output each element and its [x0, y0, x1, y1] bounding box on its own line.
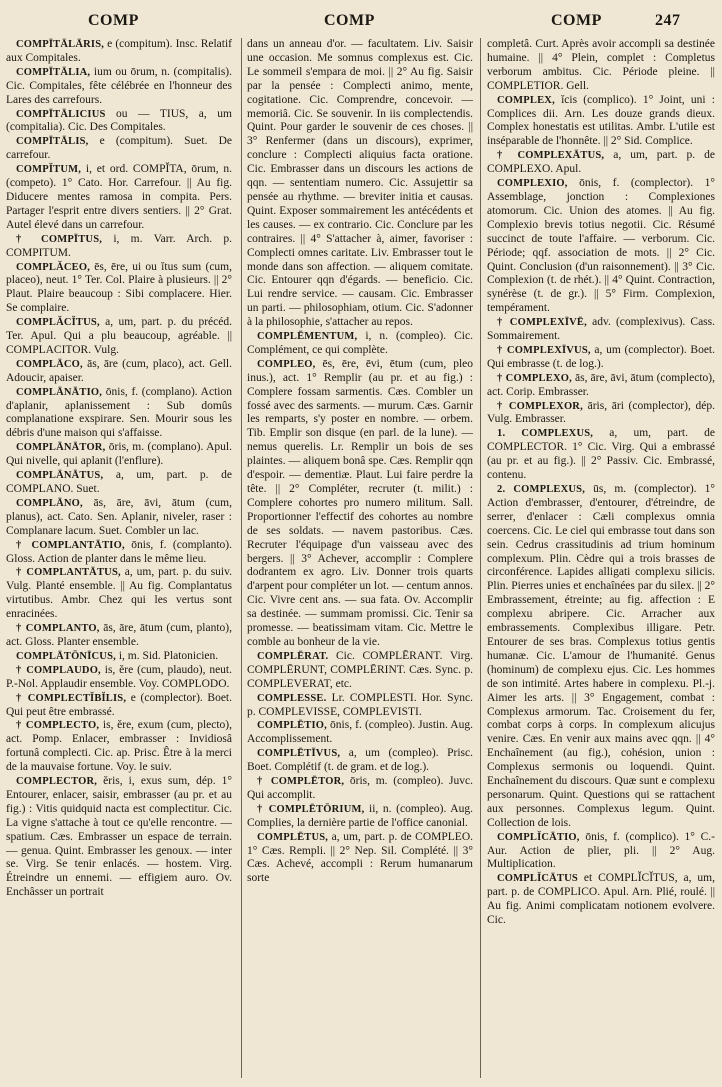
entry-headword: 2. COMPLEXUS, — [497, 484, 586, 495]
entry-headword: † COMPĪTUS, — [16, 233, 103, 245]
entry-definition: i, m. Varr. Arch. p. COMPITUM. — [6, 232, 232, 259]
entry-headword: † COMPLECTĬBĬLIS, — [16, 692, 127, 704]
entry-definition: a, um, part. p. de COMPLEO. 1° Cæs. Rempli. || 2° Nep. Sil. Complété. || 3° Cæs. Achevé, accompli : Rerum humanarum sorte — [247, 830, 473, 885]
dictionary-entry — [247, 38, 473, 330]
entry-definition: ōnis, f. (complanto). Gloss. Action de planter dans le même lieu. — [6, 538, 232, 565]
entry-headword: † COMPLEXĀTUS, — [497, 150, 605, 162]
dictionary-entry — [487, 177, 715, 316]
dictionary-entry — [6, 664, 232, 692]
entry-headword: COMPLĒRAT. — [257, 650, 329, 662]
dictionary-entry — [6, 38, 232, 66]
entry-headword: COMPLECTOR, — [16, 776, 98, 788]
dictionary-entry — [6, 539, 232, 567]
entry-headword: † COMPLANTO, — [16, 623, 100, 635]
dictionary-entry — [487, 427, 715, 483]
entry-definition: ūs, m. (complector). 1° Action d'embrasser, d'entourer, d'étreindre, de serrer, d'enlacer : Cæli complexus omnia coercens. Cic. Le ciel qui embrasse tout dans son sein. Cedrus crassitudinis ad trium hominum complexum. Plin. Cèdre qui a trois brasses de circonférence. Lapides alligati complexu silicis. Plin. Pierres unies et enchaînées par du silex. || 2° Embrassement, étreinte; au fig. affection : E complexu abripere. Cic. Arracher aux embrassements. Complexibus illigare. Petr. Entourer de ses bras. Complexus totius gentis humanæ. Cic. L'amour de l'humanité. Genus (hominum) de complexu ejus. Cic. Les hommes de son intimité. Artes habere in complexu. Pl.-j. Aimer les arts. || 3° Engagement, combat : Complexus armorum. Tac. Croisement du fer, combat corps à corps. In complexum alicujus venire. Cæs. En venir aux mains avec qqn. || 4° Enchaînement (au fig.), cohésion, union : Complexus sermonis ou loquendi. Quint. Enchaînement du discours. Quæ sunt e complexu personarum. Quint. Questions qui se rattachent aux personnes. Complexus legum. Quint. Collection de lois. — [487, 483, 715, 829]
header-left-guide-word: COMP — [88, 12, 139, 29]
entry-definition: a, um, part. de COMPLECTOR. 1° Cic. Virg. Qui a embrassé (au pr. et au fig.). || 2° Passiv. Cic. Embrassé, contenu. — [487, 427, 715, 482]
dictionary-entry — [487, 38, 715, 94]
dictionary-entry — [6, 261, 232, 317]
entry-headword: COMPĪTĀLICIUS — [16, 108, 106, 120]
entry-definition: a, um, part. p. du suiv. Vulg. Planté ensemble. || Au fig. Complantatus virtutibus. Ambr. Chez qui les vertus sont enracinées. — [6, 566, 232, 621]
entry-headword: COMPLĀCO, — [16, 358, 83, 370]
entry-definition: Cic. COMPLĒRANT. Virg. COMPLĒRUNT, COMPLĒRINT. Cæs. Sync. p. COMPLEVERAT, etc. — [247, 649, 473, 690]
dictionary-entry — [247, 831, 473, 887]
entry-headword: COMPLĀNO, — [16, 497, 83, 509]
entry-definition: a, um (compleo). Prisc. Boet. Complétif (t. de gram. et de log.). — [247, 747, 473, 774]
dictionary-entry — [487, 483, 715, 831]
dictionary-entry — [247, 692, 473, 720]
entry-definition: i, n. (compleo). Cic. Complément, ce qui complète. — [247, 330, 473, 356]
dictionary-entry — [6, 358, 232, 386]
dictionary-entry — [6, 566, 232, 622]
column-2 — [247, 38, 473, 1084]
entry-headword: COMPLEXIO, — [497, 178, 568, 190]
entry-headword: † COMPLECTO, — [16, 720, 100, 732]
dictionary-entry — [6, 650, 232, 664]
dictionary-entry — [247, 330, 473, 358]
entry-headword: COMPLESSE. — [257, 692, 327, 704]
entry-headword: † COMPLANTĀTIO, — [16, 539, 125, 551]
dictionary-entry — [487, 316, 715, 344]
dictionary-entry — [6, 386, 232, 442]
dictionary-entry — [487, 149, 715, 177]
entry-definition: ēs, ēre, ui ou ĭtus sum (cum, placeo), neut. 1° Ter. Col. Plaire à plusieurs. || 2° Plaut. Plaire beaucoup : Sibi complacere. Hier. Se complaire. — [6, 260, 232, 315]
entry-headword: COMPLEO, — [257, 358, 316, 370]
dictionary-entry — [247, 775, 473, 803]
entry-headword: COMPLĀTŌNĪCUS, — [16, 650, 116, 662]
entry-definition: adv. (complexivus). Cass. Sommairement. — [487, 316, 715, 343]
entry-definition: ōnis, f. (compleo). Justin. Aug. Accomplissement. — [247, 719, 473, 746]
column-divider — [480, 38, 481, 1078]
column-divider — [241, 38, 242, 1078]
entry-definition: ōnis, f. (complano). Action d'aplanir, aplanissement : Sub domûs complanatione exspirare. Sen. Mourir sous les débris d'une maison qui s'affaisse. — [6, 385, 232, 440]
header-right-guide-word: COMP — [551, 12, 602, 29]
dictionary-entry — [247, 747, 473, 775]
entry-headword: † COMPLEXOR, — [497, 400, 583, 412]
entry-definition: e (compitum). Insc. Relatif aux Compitales. — [6, 38, 232, 64]
dictionary-entry — [6, 233, 232, 261]
entry-definition: i, m. Sid. Platonicien. — [115, 649, 219, 662]
entry-headword: † COMPLĒTOR, — [257, 776, 345, 788]
dictionary-entry — [6, 469, 232, 497]
entry-headword: COMPLĀNĀTIO, — [16, 386, 103, 398]
entry-headword: COMPLĬCĀTIO, — [497, 831, 580, 843]
entry-definition: Lr. COMPLESTI. Hor. Sync. p. COMPLEVISSE, COMPLEVISTI. — [247, 691, 473, 718]
dictionary-entry — [6, 497, 232, 539]
entry-definition: ōris, m. (complano). Apul. Qui nivelle, qui aplanit (l'enflure). — [6, 441, 232, 468]
dictionary-entry — [247, 650, 473, 692]
entry-headword: 1. COMPLEXUS, — [497, 428, 594, 440]
dictionary-entry — [247, 358, 473, 650]
entry-headword: COMPĪTĀLĀRIS, — [16, 39, 105, 50]
entry-definition: et COMPLĬCĬTUS, a, um, part. p. de COMPLICO. Apul. Arn. Plié, roulé. || Au fig. Animi complicatam notionem evolvere. Cic. — [487, 872, 715, 927]
column-1 — [6, 38, 232, 1084]
entry-headword: COMPLĂCĬTUS, — [16, 317, 100, 329]
text-columns — [6, 38, 718, 1084]
entry-headword: COMPLEX, — [497, 94, 555, 106]
entry-definition: ōnis, f. (complector). 1° Assemblage, jonction : Complexiones atomorum. Cic. Union des atomes. || Au fig. Complexio brevis totius negotii. Cic. Résumé succinct de toute l'affaire. — verborum. Cic. Période; qqf. association de mots. || 2° Cic. Quint. Conclusion (d'un raisonnement). || 3° Cic. Complexion (t. de rhét.). || 4° Quint. Contraction, synérèse (t. de gr.). || 5° Firm. Complexion, tempérament. — [487, 177, 715, 315]
entry-headword: COMPLĒTIO, — [257, 720, 327, 732]
entry-definition: a, um (complector). Boet. Qui embrasse (t. de log.). — [487, 343, 715, 370]
entry-headword: COMPLĒTUS, — [257, 831, 329, 843]
entry-headword: COMPĪTĀLIS, — [16, 136, 89, 148]
entry-definition: ōris, m. (compleo). Juvc. Qui accomplit. — [247, 775, 473, 801]
entry-definition: completâ. Curt. Après avoir accompli sa destinée humaine. || 4° Plein, complet : Completus verborum ambitus. Cic. Période pleine. || COMPLETIOR. Gell. — [487, 38, 715, 92]
dictionary-entry — [6, 622, 232, 650]
header-middle-guide-word: COMP — [324, 12, 375, 29]
entry-definition: a, um, part. p. du précéd. Ter. Apul. Qui a plu beaucoup, agréable. || COMPLACITOR. Vulg. — [6, 316, 232, 356]
entry-definition: ōnis, f. (complico). 1° C.-Aur. Action de plier, pli. || 2° Aug. Multiplication. — [487, 830, 715, 871]
dictionary-entry — [487, 372, 715, 400]
entry-headword: COMPLĒTĪVUS, — [257, 748, 341, 760]
entry-definition: is, ĕre, exum (cum, plecto), act. Pomp. Enlacer, embrasser : Invidiosâ fortunâ complecti. Cic. ap. Prisc. Être à la merci de la mauvaise fortune. Voy. le suiv. — [6, 719, 232, 774]
entry-headword: † COMPLANTĀTUS, — [16, 567, 121, 579]
entry-definition: dans un anneau d'or. — facultatem. Liv. Saisir une occasion. Me somnus complexus est. Cic. Le sommeil s'empara de moi. || 2° Au fig. Saisir par la pensée : Complecti animo, mente, cogitatione. Cic. Comprendre, concevoir. — memoriâ. Cic. Se souvenir. In iis complectendis. Quint. Pour garder le souvenir de ces choses. || 3° Renfermer (dans un discours), exprimer, conclure : Complecti aliquius facta oratione. Cic. Embrasser dans un discours les actions de qqn. — sententiam numero. Cic. Assujettir sa pensée au rhythme. — breviter initia et causas. Quint. Exposer sommairement les antécédents et les causes. — ex contrario. Cic. Conclure par les contraires. || 4° S'attacher à, aimer, favoriser : Complecti omnes caritate. Liv. Embrasser tout le monde dans son affection. — aliquem comitate. Cic. Entourer qqn d'égards. — beneficio. Cic. Lui rendre service. — causam. Cic. Embrasser un parti. — philosophiam, otium. Cic. S'adonner à la philosophie, s'attacher au repos. — [247, 38, 473, 329]
running-header — [0, 12, 722, 38]
dictionary-entry — [487, 400, 715, 428]
entry-definition: is, ĕre (cum, plaudo), neut. P.-Nol. Applaudir ensemble. Voy. COMPLODO. — [6, 663, 232, 690]
entry-definition: ās, āre, āvi, ātum (cum, planus), act. Cato. Sen. Aplanir, niveler, raser : Complanare lacum. Suet. Combler un lac. — [6, 496, 232, 537]
dictionary-entry — [247, 719, 473, 747]
entry-headword: COMPLĒMENTUM, — [257, 331, 358, 343]
dictionary-entry — [487, 94, 715, 150]
entry-definition: ĕris, i, exus sum, dép. 1° Entourer, enlacer, saisir, embrasser (au pr. et au fig.) : Vitis quidquid nacta est complectitur. Cic. La vigne s'attache à tout ce qu'elle rencontre. — spatium. Cæs. Embrasser un espace de terrain. — genua. Quint. Embrasser les genoux. — inter se. Virg. Se tenir enlacés. — hostem. Virg. Étreindre un ennemi. — effigiem auro. Ov. Enchâsser un portrait — [6, 775, 232, 899]
dictionary-entry — [6, 135, 232, 163]
entry-definition: ii, n. (compleo). Aug. Complies, la dernière partie de l'office canonial. — [247, 802, 473, 829]
dictionary-entry — [6, 108, 232, 136]
dictionary-entry — [6, 719, 232, 775]
entry-headword: COMPLĀNĀTUS, — [16, 470, 104, 482]
entry-headword: COMPLĀNĀTOR, — [16, 442, 106, 454]
entry-definition: e (compitum). Suet. De carrefour. — [6, 135, 232, 162]
entry-headword: COMPLĬCĀTUS — [497, 873, 578, 885]
entry-headword: † COMPLAUDO, — [16, 664, 101, 676]
dictionary-entry — [487, 344, 715, 372]
entry-definition: ās, āre, āvi, ātum (complecto), act. Corip. Embrasser. — [487, 371, 715, 398]
dictionary-entry — [6, 316, 232, 358]
entry-definition: ēs, ēre, ēvi, ētum (cum, pleo inus.), act. 1° Remplir (au pr. et au fig.) : Complere fossam sarmentis. Cæs. Combler un fossé avec des sarments. — murum. Cæs. Garnir les remparts, s'y poster en nombre. — orbem. Tib. Emplir son disque (en parl. de la lune). — nemus querelis. Lr. Remplir un bois de ses plaintes. — aliquem bonâ spe. Cæs. Remplir qqn d'espoir. — dementiæ. Plaut. Lui faire perdre la tête. || 2° Compléter, recruter (t. milit.) : Complere cohortes pro numero militum. Sall. Proportionner l'effectif des cohortes au nombre de ses soldats. — navem pastoribus. Cæs. Recruter l'équipage d'un vaisseau avec des bergers. || 3° Achever, accomplir : Complere dodrantem ex agro. Liv. Donner trois quarts d'arpent pour compléter un lot. — centum annos. Cic. Vivre cent ans. — sua fata. Ov. Accomplir sa destinée. — summam promissi. Cic. Tenir sa promesse. — beatissimam vitam. Cic. Mettre le comble au bonheur de la vie. — [247, 357, 473, 648]
dictionary-entry — [6, 163, 232, 233]
column-3 — [487, 38, 715, 1084]
entry-definition: i, et ord. COMPĬTA, ōrum, n. (competo). 1° Cato. Hor. Carrefour. || Au fig. Diducere mentes ramosa in compita. Pers. Partager l'esprit entre divers sentiers. || 2° Grat. Autel élevé dans un carrefour. — [6, 163, 232, 231]
entry-definition: āris, āri (complector), dép. Vulg. Embrasser. — [487, 399, 715, 426]
dictionary-entry — [487, 872, 715, 928]
entry-headword: COMPLĂCEO, — [16, 261, 91, 273]
entry-definition: e (complector). Boet. Qui peut être embrassé. — [6, 691, 232, 718]
dictionary-entry — [6, 441, 232, 469]
entry-headword: † COMPLĒTŌRIUM, — [257, 803, 365, 815]
dictionary-entry — [6, 775, 232, 900]
dictionary-entry — [247, 803, 473, 831]
entry-headword: † COMPLEXĪVĒ, — [497, 317, 587, 329]
entry-definition: ou — TIUS, a, um (compitalia). Cic. Des Compitales. — [6, 107, 232, 134]
entry-headword: † COMPLEXO, — [497, 372, 572, 384]
entry-headword: † COMPLEXĪVUS, — [497, 344, 591, 356]
entry-headword: COMPĬTUM, — [16, 164, 82, 176]
page-number: 247 — [655, 12, 681, 29]
dictionary-entry — [6, 692, 232, 720]
entry-headword: COMPĪTĀLIA, — [16, 66, 91, 78]
entry-definition: ĭcis (complico). 1° Joint, uni : Complices dii. Arn. Les douze grands dieux. Complex honestatis est utilitas. Ambr. L'utile est inséparable de l'honnête. || 2° Sid. Complice. — [487, 93, 715, 148]
entry-definition: ium ou ōrum, n. (compitalis). Cic. Compitales, fête célébrée en l'honneur des Lares des carrefours. — [6, 65, 232, 106]
entry-definition: ās, āre (cum, placo), act. Gell. Adoucir, apaiser. — [6, 357, 232, 384]
entry-definition: ās, āre, ātum (cum, planto), act. Gloss. Planter ensemble. — [6, 622, 232, 648]
entry-definition: a, um, part. p. de COMPLEXO. Apul. — [487, 149, 715, 176]
dictionary-entry — [6, 66, 232, 108]
dictionary-entry — [487, 831, 715, 873]
entry-definition: a, um, part. p. de COMPLANO. Suet. — [6, 469, 232, 495]
